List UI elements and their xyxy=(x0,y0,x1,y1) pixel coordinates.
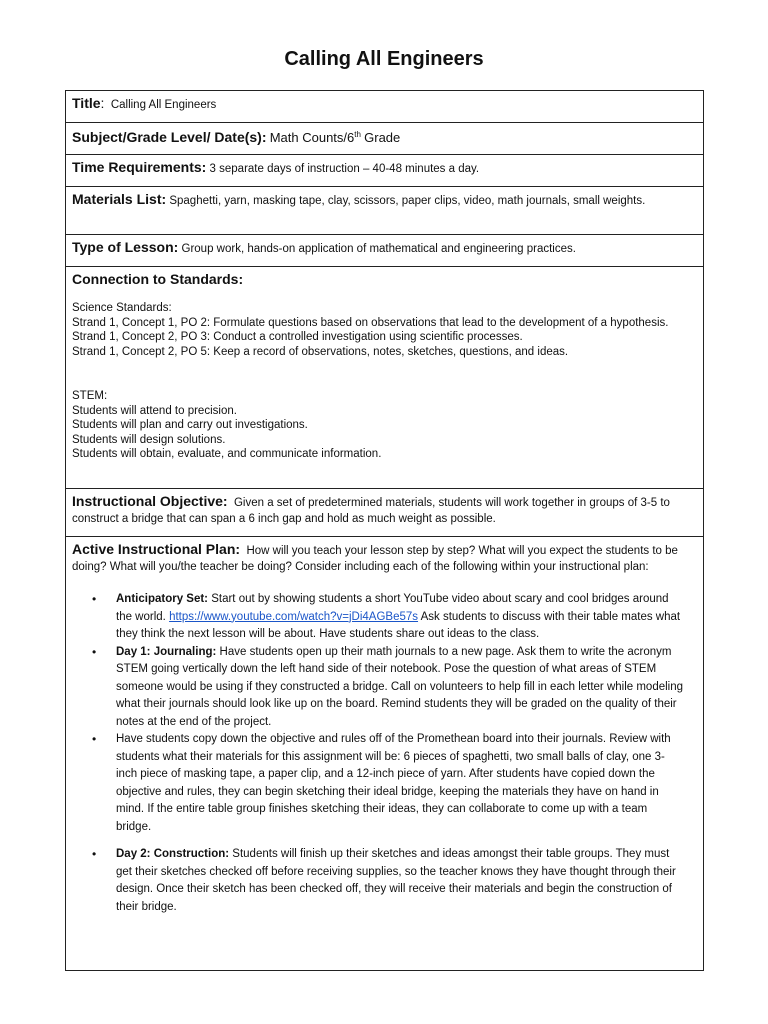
step-title: Day 2: Construction: xyxy=(116,848,230,860)
youtube-link[interactable]: https://www.youtube.com/watch?v=jDi4AGBe57s xyxy=(169,610,419,623)
plan-step xyxy=(92,731,685,836)
plan-steps xyxy=(72,591,697,916)
row-standards xyxy=(66,267,704,489)
stem-standard: Students will plan and carry out investigations. xyxy=(72,419,308,431)
type-label: Type of Lesson: xyxy=(72,239,179,255)
science-standard: Strand 1, Concept 2, PO 5: Keep a record of observations, notes, sketches, questions, and ideas. xyxy=(72,345,569,358)
step-text-after: Ask students to discuss with their table mates what they think the next lesson will be about. Have students share out ideas to the class. xyxy=(116,610,681,640)
subject-value-end: Grade xyxy=(364,129,401,145)
row-materials xyxy=(66,187,704,235)
plan-step xyxy=(92,591,685,644)
science-standard: Strand 1, Concept 1, PO 2: Formulate questions based on observations that lead to the development of a hypothesis. xyxy=(72,316,669,329)
bullet-icon: • xyxy=(92,592,97,606)
stem-standard: Students will attend to precision. xyxy=(72,404,237,417)
stem-heading: STEM: xyxy=(72,390,108,402)
subject-label: Subject/Grade Level/ Date(s): xyxy=(72,128,267,145)
step-text: Have students open up their math journals to a new page. Ask them to write the acronym STEM going vertically down the left hand side of their notebook. Pose the question of what areas of STEM someone would be using if they constructed a bridge. Call on volunteers to help fill in each letter while modeling what their journals should look like up on the board. Remind students they will be graded on the quality of their notes at the end of the project. xyxy=(116,645,684,728)
step-text: Students will finish up their sketches and ideas amongst their table groups. They must get their sketches checked off before receiving supplies, so the teacher knows they have thought through their design. Once their sketch has been checked off, they will receive their materials and begin the construction of their bridge. xyxy=(116,848,676,913)
subject-value: Math Counts/6 xyxy=(269,129,355,145)
title-value: Calling All Engineers xyxy=(110,99,217,111)
bullet-icon: • xyxy=(92,644,97,659)
objective-label: Instructional Objective: xyxy=(72,493,228,509)
title-label: Title xyxy=(72,95,101,111)
plan-step xyxy=(92,644,685,732)
objective-value: Given a set of predetermined materials, students will work together in groups of 3-5 to construct a bridge that can span a 6 inch gap and hold as much weight as possible. xyxy=(72,497,670,525)
science-heading: Science Standards: xyxy=(72,302,172,314)
subject-sup: th xyxy=(354,130,361,139)
standards-label: Connection to Standards: xyxy=(72,271,244,287)
time-value: 3 separate days of instruction – 40-48 minutes a day. xyxy=(209,163,480,175)
type-value: Group work, hands-on application of mathematical and engineering practices. xyxy=(181,243,576,255)
materials-value: Spaghetti, yarn, masking tape, clay, scissors, paper clips, video, math journals, small weights. xyxy=(169,195,646,207)
bullet-icon: • xyxy=(92,732,97,746)
step-title: Day 1: Journaling: xyxy=(116,645,217,658)
time-label: Time Requirements: xyxy=(72,159,207,175)
lesson-plan-table xyxy=(65,90,704,971)
bullet-icon: • xyxy=(92,847,97,861)
row-title: Title: Calling All Engineers xyxy=(66,91,704,123)
row-time xyxy=(66,155,704,187)
plan-intro: How will you teach your lesson step by step? What will you expect the students to be doing? What will you/the teacher be doing? Consider including each of the following within your instructional plan: xyxy=(72,545,678,573)
row-objective xyxy=(66,489,704,537)
row-plan xyxy=(66,537,704,971)
plan-label: Active Instructional Plan: xyxy=(72,541,241,557)
stem-standard: Students will design solutions. xyxy=(72,433,226,446)
row-type xyxy=(66,235,704,267)
plan-step xyxy=(92,846,685,916)
stem-standard: Students will obtain, evaluate, and communicate information. xyxy=(72,448,382,460)
step-text: Have students copy down the objective and rules off of the Promethean board into their journals. Review with students what their materials for this assignment will be: 6 pieces of spaghetti, two small balls of clay, one 3-inch piece of masking tape, a paper clip, and a 12-inch piece of yarn. After students have copied down the objective and rules, they can begin sketching their ideal bridge, keeping the materials they have on hand in mind. If the entire table group finishes sketching their ideas, they can collaborate to come up with a team bridge. xyxy=(116,733,671,833)
materials-label: Materials List: xyxy=(72,191,167,207)
science-standard: Strand 1, Concept 2, PO 3: Conduct a controlled investigation using scientific processes. xyxy=(72,331,523,343)
step-title: Anticipatory Set: xyxy=(116,593,209,605)
page-title: Calling All Engineers xyxy=(284,48,484,70)
step-text: Start out by showing students a short YouTube video about scary and cool bridges around the world. xyxy=(116,593,669,623)
row-subject xyxy=(66,123,704,155)
